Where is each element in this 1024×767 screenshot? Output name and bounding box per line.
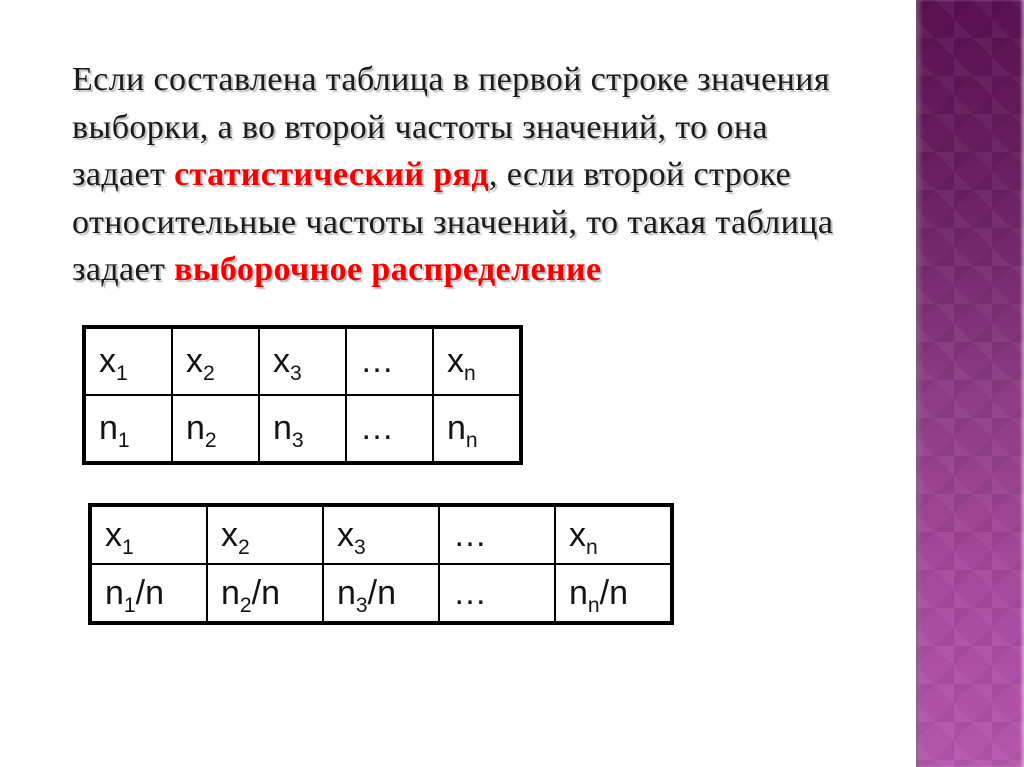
sample-distribution-table (88, 503, 674, 625)
table-row (84, 327, 521, 395)
table-cell: $n_1/n$ (90, 564, 207, 623)
highlighted-term: статистический ряд (174, 156, 489, 193)
table-cell: $n_n/n$ (555, 564, 672, 623)
table-cell: … (439, 505, 555, 564)
table-cell: $n_2/n$ (207, 564, 323, 623)
text-segment: задает (72, 251, 175, 288)
table-cell: … (439, 564, 555, 623)
text-line (72, 246, 952, 294)
text-line (72, 199, 952, 247)
table-row (90, 505, 672, 564)
table-cell: $n_2$ (172, 395, 259, 463)
table-cell: $x_1$ (90, 505, 207, 564)
table-cell: … (346, 327, 433, 395)
text-segment: выборки, а во второй частоты значений, то она (72, 108, 768, 146)
text-line (72, 104, 952, 152)
text-line (72, 56, 952, 104)
table-cell: $x_2$ (172, 327, 259, 395)
table-cell: $n_3$ (259, 395, 346, 463)
text-segment: Если составлена таблица в первой строке значения (72, 61, 830, 98)
text-line (72, 151, 952, 199)
table-cell: $n_3/n$ (323, 564, 439, 623)
table-cell: $x_2$ (207, 505, 323, 564)
table-row (84, 395, 521, 463)
text-segment: , если второй строке (488, 156, 792, 193)
text-segment: задает (72, 156, 175, 193)
text-segment: относительные частоты значений, то такая таблица (72, 203, 834, 241)
table-cell: $x_1$ (84, 327, 172, 395)
table-cell: $x_n$ (433, 327, 521, 395)
table-row (90, 564, 672, 623)
statistical-series-table (82, 325, 523, 465)
table-cell: $n_n$ (433, 395, 521, 463)
body-text (72, 56, 952, 294)
table-cell: $n_1$ (84, 395, 172, 463)
table-cell: $x_n$ (555, 505, 672, 564)
table-cell: $x_3$ (259, 327, 346, 395)
highlighted-term: выборочное распределение (174, 251, 602, 288)
table-cell: $x_3$ (323, 505, 439, 564)
table-cell: … (346, 395, 433, 463)
